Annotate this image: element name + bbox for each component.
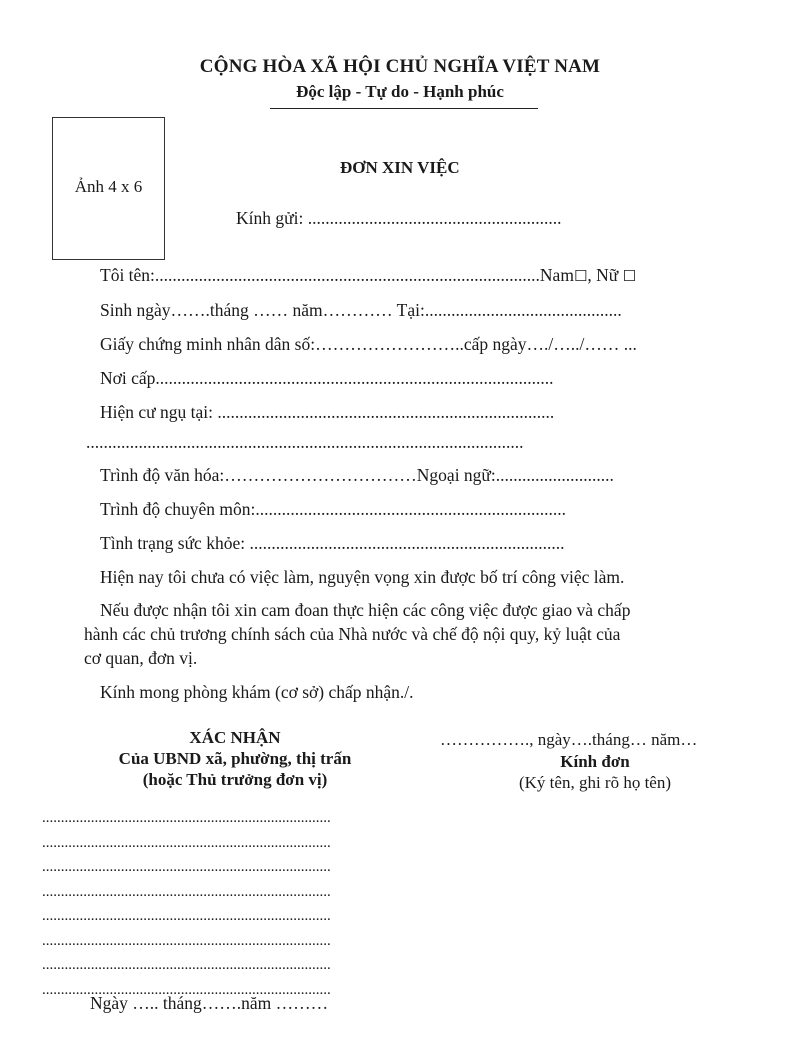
applicant-heading: Kính đơn <box>560 752 630 771</box>
confirmation-line: ............................................................................. <box>42 957 331 973</box>
confirmation-line: ............................................................................. <box>42 883 331 900</box>
applicant-note: (Ký tên, ghi rõ họ tên) <box>518 773 672 792</box>
health-field: Tình trạng sức khỏe: ........................................................................ <box>100 533 565 553</box>
name-line: Tôi tên:........................................................................................Nam <box>100 265 574 285</box>
female-label: , Nữ <box>587 265 619 285</box>
confirmation-block <box>40 728 430 790</box>
residence-field: Hiện cư ngụ tại: ............................................................................. <box>100 402 555 422</box>
motto-heading: Độc lập - Tự do - Hạnh phúc <box>296 82 504 101</box>
applicant-signature-block <box>470 752 720 793</box>
applicant-date: ……………., ngày….tháng… năm… <box>440 730 698 749</box>
confirmation-alt: (hoặc Thủ trưởng đơn vị) <box>142 770 328 789</box>
body-paragraph-2-line-1: Nếu được nhận tôi xin cam đoan thực hiện các công việc được giao và chấp <box>100 600 631 620</box>
confirmation-line: ............................................................................. <box>42 834 331 851</box>
female-checkbox[interactable]: ☐ <box>622 267 637 285</box>
recipient-line: Kính gửi: .......................................................... <box>236 208 562 228</box>
confirmation-lines <box>42 806 331 1002</box>
residence-continuation: .................................................................................................... <box>86 432 524 452</box>
specialty-field: Trình độ chuyên môn:....................................................................... <box>100 499 567 519</box>
issued-place-field: Nơi cấp........................................................................................... <box>100 368 554 388</box>
confirmation-line: ............................................................................. <box>42 859 331 875</box>
body-paragraph-1: Hiện nay tôi chưa có việc làm, nguyện vọng xin được bố trí công việc làm. <box>100 567 625 587</box>
nation-heading: CỘNG HÒA XÃ HỘI CHỦ NGHĨA VIỆT NAM <box>199 56 601 77</box>
male-checkbox[interactable]: ☐ <box>573 267 588 285</box>
dob-field: Sinh ngày…….tháng …… năm………… Tại:............................................. <box>100 300 622 320</box>
name-field <box>100 265 636 286</box>
form-title: ĐƠN XIN VIỆC <box>340 158 460 177</box>
photo-label: Ảnh 4 x 6 <box>74 177 143 196</box>
confirmation-line: ............................................................................. <box>42 810 331 826</box>
photo-placeholder-box <box>52 117 165 260</box>
education-field: Trình độ văn hóa:……………………………Ngoại ngữ:........................... <box>100 465 614 485</box>
confirmation-line: ............................................................................. <box>42 981 331 998</box>
motto-underline <box>270 108 538 109</box>
body-paragraph-3: Kính mong phòng khám (cơ sở) chấp nhận./. <box>100 682 414 702</box>
confirmation-heading: XÁC NHẬN <box>189 728 281 747</box>
body-paragraph-2-line-3: cơ quan, đơn vị. <box>84 648 198 668</box>
confirmation-date: Ngày ….. tháng…….năm ……… <box>90 993 329 1013</box>
body-paragraph-2-line-2: hành các chủ trương chính sách của Nhà nước và chế độ nội quy, kỷ luật của <box>84 624 621 644</box>
id-card-field: Giấy chứng minh nhân dân số:……………………..cấp ngày…./…../…… ... <box>100 334 637 354</box>
confirmation-line: ............................................................................. <box>42 908 331 924</box>
confirmation-org: Của UBND xã, phường, thị trấn <box>118 749 352 768</box>
confirmation-line: ............................................................................. <box>42 932 331 949</box>
